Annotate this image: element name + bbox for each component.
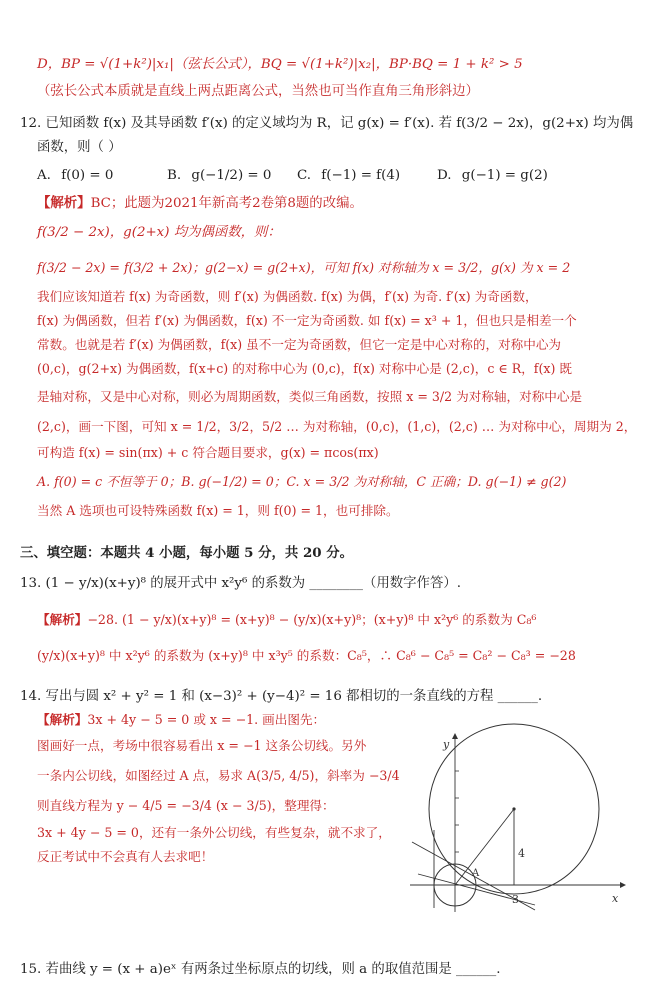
q12-stem-line1: 12. 已知函数 f(x) 及其导函数 f′(x) 的定义域均为 R，记 g(x) = f′(x). 若 f(3/2 − 2x)，g(2+x) 均为偶 <box>20 116 634 131</box>
option-text: f(0) = 0 <box>61 168 114 183</box>
q14-analysis-line-1 <box>37 714 325 727</box>
q12-analysis-line-7: (0,c)，g(2+x) 为偶函数，f(x+c) 的对称中心为 (0,c)，f(x) 对称中心是 (2,c)，c ∈ R，f(x) 既 <box>37 361 572 376</box>
q12-analysis-line-11: A. f(0) = c 不恒等于 0；B. g(−1/2) = 0；C. x = 3/2 为对称轴，C 正确；D. g(−1) ≠ g(2) <box>37 474 567 489</box>
y-axis-arrow <box>452 733 458 739</box>
analysis-tag: 【解析】 <box>37 712 88 727</box>
q14-analysis-line-6: 反正考试中不会真有人去求吧！ <box>37 849 214 864</box>
option-label: C. <box>297 168 312 183</box>
center-dot <box>512 807 515 810</box>
q12-analysis-line-1 <box>37 197 363 210</box>
vertical-length-label: 4 <box>518 847 525 860</box>
q12-analysis-line-9: (2,c)，画一下图，可知 x = 1/2，3/2，5/2 … 为对称轴，(0,c)，(1,c)，(2,c) … 为对称中心，周期为 2， <box>37 419 637 434</box>
q12-option-b <box>167 168 271 183</box>
horizontal-length-label: 3 <box>512 893 519 906</box>
q13-analysis-line-1 <box>37 614 536 627</box>
q12-analysis-line-8: 是轴对称，又是中心对称，则必为周期函数，类似三角函数，按照 x = 3/2 为对称轴，对称中心是 <box>37 389 583 404</box>
q14-analysis-line-3: 一条内公切线，如图经过 A 点，易求 A(3/5, 4/5)，斜率为 −3/4 <box>37 768 400 783</box>
q12-analysis-line-5: f(x) 为偶函数，但若 f′(x) 为偶函数，f(x) 不一定为奇函数. 如 f(x) = x³ + 1，但也只是相差一个 <box>37 313 577 328</box>
option-label: A. <box>37 168 51 183</box>
q14-tangent-figure <box>400 720 630 920</box>
p11-line2: （弦长公式本质就是直线上两点距离公式，当然也可当作直角三角形斜边） <box>37 84 479 99</box>
q12-analysis-line-2: f(3/2 − 2x)，g(2+x) 均为偶函数，则： <box>37 225 281 240</box>
q13-analysis-line-2: (y/x)(x+y)⁸ 中 x²y⁶ 的系数为 (x+y)⁸ 中 x³y⁵ 的系数：C₈⁵，∴ C₈⁶ − C₈⁵ = C₈² − C₈³ = −28 <box>37 648 576 663</box>
q12-analysis-line-6: 常数。也就是若 f′(x) 为偶函数，f(x) 虽不一定为奇函数，但它一定是中心对称的，对称中心为 <box>37 337 562 352</box>
q12-option-c <box>297 168 400 183</box>
q12-option-d <box>437 168 548 183</box>
analysis-text: BC；此题为2021年新高考2卷第8题的改编。 <box>90 196 363 211</box>
section-3-heading: 三、填空题：本题共 4 小题，每小题 5 分，共 20 分。 <box>20 545 354 561</box>
q12-analysis-line-12: 当然 A 选项也可设特殊函数 f(x) = 1，则 f(0) = 1，也可排除。 <box>37 503 399 518</box>
point-a-label: A <box>472 868 480 879</box>
q14-analysis-line-5: 3x + 4y − 5 = 0，还有一条外公切线，有些复杂，就不求了， <box>37 825 391 840</box>
option-text: g(−1) = g(2) <box>461 168 548 183</box>
x-axis-label: x <box>612 892 619 905</box>
q14-analysis-line-2: 图画好一点，考场中很容易看出 x = −1 这条公切线。另外 <box>37 738 367 753</box>
option-label: B. <box>167 168 182 183</box>
q12-option-a <box>37 168 113 183</box>
option-text: f(−1) = f(4) <box>321 168 401 183</box>
analysis-text: 3x + 4y − 5 = 0 或 x = −1. 画出图先： <box>87 712 326 727</box>
y-axis-label: y <box>443 738 450 751</box>
analysis-tag: 【解析】 <box>37 612 88 627</box>
option-text: g(−1/2) = 0 <box>191 168 272 183</box>
option-label: D. <box>437 168 452 183</box>
q14-stem: 14. 写出与圆 x² + y² = 1 和 (x−3)² + (y−4)² = 16 都相切的一条直线的方程 ______. <box>20 689 543 704</box>
analysis-text: −28. (1 − y/x)(x+y)⁸ = (x+y)⁸ − (y/x)(x+y)⁸；(x+y)⁸ 中 x²y⁶ 的系数为 C₈⁶ <box>87 612 537 627</box>
analysis-tag: 【解析】 <box>37 195 91 211</box>
q15-stem: 15. 若曲线 y = (x + a)eˣ 有两条过坐标原点的切线，则 a 的取值范围是 ______. <box>20 962 501 977</box>
q12-analysis-line-10: 可构造 f(x) = sin(πx) + c 符合题目要求，g(x) = πcos(πx) <box>37 445 379 460</box>
x-axis-arrow <box>620 882 626 888</box>
center-segment <box>455 809 514 885</box>
q13-stem: 13. (1 − y/x)(x+y)⁸ 的展开式中 x²y⁶ 的系数为 ________（用数字作答）. <box>20 576 461 591</box>
q14-analysis-line-4: 则直线方程为 y − 4/5 = −3/4 (x − 3/5)，整理得： <box>37 798 335 813</box>
p11-line1: D，BP = √(1+k²)|x₁|（弦长公式），BQ = √(1+k²)|x₂|，BP·BQ = 1 + k² > 5 <box>37 57 523 72</box>
q12-stem-line2: 函数，则（ ） <box>37 140 122 155</box>
q12-analysis-line-3: f(3/2 − 2x) = f(3/2 + 2x)；g(2−x) = g(2+x)，可知 f(x) 对称轴为 x = 3/2，g(x) 为 x = 2 <box>37 260 571 275</box>
q12-analysis-line-4: 我们应该知道若 f(x) 为奇函数，则 f′(x) 为偶函数. f(x) 为偶，f′(x) 为奇. f′(x) 为奇函数， <box>37 289 538 304</box>
